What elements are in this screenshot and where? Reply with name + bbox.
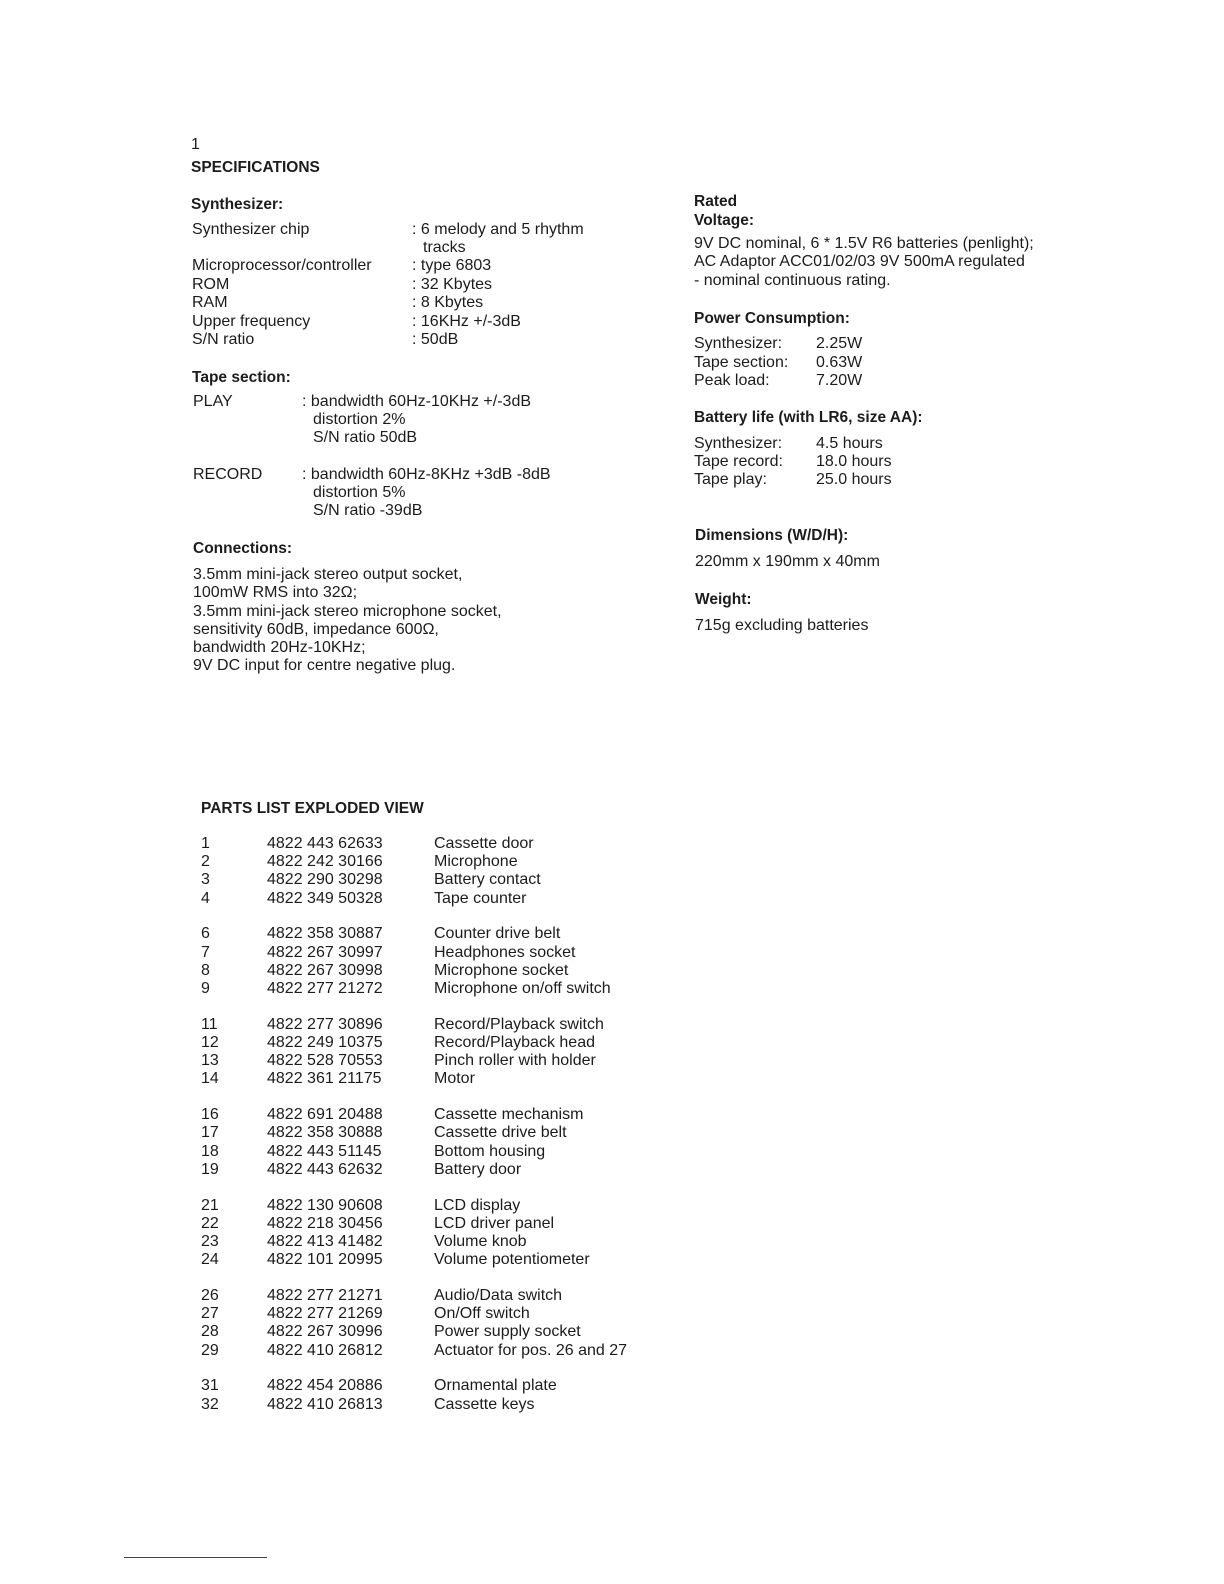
part-description: Actuator for pos. 26 and 27 — [434, 1341, 628, 1359]
part-description: Battery door — [434, 1160, 522, 1178]
spec-value: : 6 melody and 5 rhythm — [412, 221, 584, 238]
part-number: 18 — [201, 1142, 219, 1160]
part-code: 4822 413 41482 — [267, 1233, 383, 1250]
parts-list-row — [201, 1305, 661, 1323]
parts-list-row — [201, 980, 661, 998]
part-code: 4822 277 21272 — [267, 980, 383, 997]
synthesizer-heading: Synthesizer: — [191, 196, 284, 213]
spec-value: : 50dB — [412, 331, 459, 348]
part-code: 4822 691 20488 — [267, 1106, 383, 1124]
part-number: 16 — [201, 1106, 219, 1124]
parts-list-row — [201, 1016, 661, 1034]
connections-line: 3.5mm mini-jack stereo microphone socket, — [193, 602, 502, 620]
spec-label: RAM — [192, 294, 228, 311]
part-code: 4822 249 10375 — [267, 1034, 383, 1051]
parts-list-row — [201, 835, 661, 853]
power-label: Synthesizer: — [694, 335, 783, 352]
part-code: 4822 277 21269 — [267, 1305, 383, 1323]
part-code: 4822 443 62632 — [267, 1160, 383, 1178]
record-line: S/N ratio -39dB — [313, 502, 423, 519]
rated-voltage-heading-line2: Voltage: — [694, 212, 754, 229]
connections-text — [193, 566, 502, 676]
spec-value: : type 6803 — [412, 257, 492, 274]
connections-heading: Connections: — [193, 540, 293, 557]
part-number: 13 — [201, 1052, 219, 1070]
part-description: Microphone on/off switch — [434, 980, 611, 997]
dimensions-heading: Dimensions (W/D/H): — [695, 527, 849, 544]
power-value: 2.25W — [816, 335, 863, 352]
spec-value-cont: tracks — [423, 239, 466, 256]
part-description: Power supply socket — [434, 1323, 581, 1341]
parts-list-row — [201, 1287, 661, 1305]
play-line: : bandwidth 60Hz-10KHz +/-3dB — [302, 393, 532, 410]
rated-voltage-line: AC Adaptor ACC01/02/03 9V 500mA regulated — [694, 253, 1025, 271]
part-code: 4822 267 30997 — [267, 943, 383, 961]
spec-value: : 8 Kbytes — [412, 294, 484, 311]
footer-divider — [124, 1557, 267, 1558]
part-code: 4822 349 50328 — [267, 889, 383, 907]
part-description: Headphones socket — [434, 943, 576, 961]
parts-list-row — [201, 944, 661, 962]
part-number: 28 — [201, 1323, 219, 1341]
part-number: 12 — [201, 1034, 219, 1051]
record-line: distortion 5% — [313, 484, 406, 501]
part-description: LCD driver panel — [434, 1214, 555, 1232]
part-code: 4822 528 70553 — [267, 1052, 383, 1070]
synthesizer-specs — [192, 221, 612, 351]
part-code: 4822 277 21271 — [267, 1287, 383, 1304]
connections-line: 3.5mm mini-jack stereo output socket, — [193, 566, 463, 583]
battery-label: Tape record: — [694, 453, 783, 470]
part-code: 4822 242 30166 — [267, 853, 383, 871]
part-description: Cassette door — [434, 835, 534, 852]
battery-label: Tape play: — [694, 471, 767, 488]
parts-list-row — [201, 962, 661, 980]
part-number: 3 — [201, 871, 210, 889]
power-value: 0.63W — [816, 354, 863, 371]
parts-list-row — [201, 1052, 661, 1070]
part-code: 4822 358 30888 — [267, 1124, 383, 1142]
part-number: 24 — [201, 1251, 219, 1269]
parts-list-row — [201, 1342, 661, 1360]
power-consumption-heading: Power Consumption: — [694, 310, 850, 327]
rated-voltage-heading-line1: Rated — [694, 193, 738, 210]
part-description: Counter drive belt — [434, 925, 561, 943]
part-description: Record/Playback head — [434, 1034, 595, 1051]
weight-heading: Weight: — [695, 591, 752, 608]
parts-list — [201, 835, 661, 1425]
part-number: 1 — [201, 835, 210, 852]
parts-list-row — [201, 1197, 661, 1215]
rated-voltage-heading — [694, 192, 754, 230]
parts-list-row — [201, 853, 661, 871]
spec-label: Synthesizer chip — [192, 221, 310, 238]
part-number: 27 — [201, 1305, 219, 1323]
part-number: 9 — [201, 980, 210, 997]
tape-section-heading: Tape section: — [192, 369, 291, 386]
page-number: 1 — [191, 136, 200, 153]
part-number: 32 — [201, 1395, 219, 1413]
parts-list-row — [201, 1070, 661, 1088]
part-code: 4822 290 30298 — [267, 871, 383, 889]
power-label: Peak load: — [694, 372, 770, 389]
part-number: 23 — [201, 1233, 219, 1250]
part-description: Ornamental plate — [434, 1377, 557, 1395]
page-title: SPECIFICATIONS — [191, 159, 320, 176]
part-number: 14 — [201, 1070, 219, 1088]
spec-value: : 32 Kbytes — [412, 276, 493, 293]
part-description: Audio/Data switch — [434, 1287, 563, 1304]
part-code: 4822 267 30998 — [267, 961, 383, 979]
part-number: 31 — [201, 1377, 219, 1395]
connections-line: bandwidth 20Hz-10KHz; — [193, 639, 366, 657]
part-code: 4822 130 90608 — [267, 1196, 383, 1214]
parts-list-row — [201, 1161, 661, 1179]
part-description: Tape counter — [434, 889, 527, 907]
part-number: 21 — [201, 1196, 219, 1214]
part-description: Bottom housing — [434, 1142, 546, 1160]
parts-list-row — [201, 871, 661, 889]
battery-value: 18.0 hours — [816, 453, 892, 470]
part-number: 4 — [201, 889, 210, 907]
part-number: 11 — [201, 1015, 218, 1033]
tape-section-specs — [193, 393, 613, 523]
parts-list-row — [201, 1377, 661, 1395]
part-code: 4822 454 20886 — [267, 1377, 383, 1395]
spec-value: : 16KHz +/-3dB — [412, 313, 521, 330]
battery-life-heading: Battery life (with LR6, size AA): — [694, 409, 923, 426]
parts-list-row — [201, 1143, 661, 1161]
parts-list-row — [201, 890, 661, 908]
play-line: S/N ratio 50dB — [313, 429, 418, 446]
part-description: Volume potentiometer — [434, 1251, 590, 1269]
parts-list-row — [201, 1233, 661, 1251]
parts-list-row — [201, 1106, 661, 1124]
spec-label: S/N ratio — [192, 331, 255, 348]
battery-label: Synthesizer: — [694, 435, 783, 452]
part-code: 4822 410 26813 — [267, 1395, 383, 1413]
part-code: 4822 277 30896 — [267, 1015, 383, 1033]
battery-value: 25.0 hours — [816, 471, 892, 488]
battery-value: 4.5 hours — [816, 435, 883, 452]
part-code: 4822 443 62633 — [267, 835, 383, 852]
dimensions-value: 220mm x 190mm x 40mm — [695, 553, 880, 570]
parts-list-heading: PARTS LIST EXPLODED VIEW — [201, 800, 424, 817]
connections-line: 100mW RMS into 32Ω; — [193, 584, 358, 602]
power-value: 7.20W — [816, 372, 863, 389]
part-code: 4822 443 51145 — [267, 1142, 382, 1160]
part-code: 4822 358 30887 — [267, 925, 383, 943]
part-code: 4822 101 20995 — [267, 1251, 383, 1269]
rated-voltage-text — [694, 235, 1034, 290]
part-description: Microphone — [434, 853, 518, 871]
parts-list-row — [201, 1251, 661, 1269]
part-description: Cassette keys — [434, 1395, 535, 1413]
part-number: 6 — [201, 925, 210, 943]
parts-list-row — [201, 1323, 661, 1341]
battery-life-table — [694, 435, 954, 495]
parts-list-row — [201, 1124, 661, 1142]
rated-voltage-line: - nominal continuous rating. — [694, 271, 891, 289]
part-description: Volume knob — [434, 1233, 527, 1250]
part-description: Pinch roller with holder — [434, 1052, 596, 1070]
spec-label: ROM — [192, 276, 230, 293]
part-code: 4822 410 26812 — [267, 1341, 383, 1359]
record-label: RECORD — [193, 466, 263, 483]
part-number: 17 — [201, 1124, 219, 1142]
play-label: PLAY — [193, 393, 233, 410]
part-number: 8 — [201, 961, 210, 979]
part-description: Record/Playback switch — [434, 1015, 604, 1033]
part-code: 4822 267 30996 — [267, 1323, 383, 1341]
parts-list-row — [201, 925, 661, 943]
part-code: 4822 218 30456 — [267, 1214, 383, 1232]
part-code: 4822 361 21175 — [267, 1070, 382, 1088]
parts-list-row — [201, 1396, 661, 1414]
rated-voltage-line: 9V DC nominal, 6 * 1.5V R6 batteries (penlight); — [694, 235, 1034, 252]
part-description: Motor — [434, 1070, 475, 1088]
part-number: 2 — [201, 853, 210, 871]
part-description: LCD display — [434, 1196, 521, 1214]
part-description: Cassette mechanism — [434, 1106, 584, 1124]
part-number: 7 — [201, 943, 210, 961]
connections-line: 9V DC input for centre negative plug. — [193, 657, 456, 675]
part-description: Microphone socket — [434, 961, 569, 979]
part-number: 29 — [201, 1341, 219, 1359]
spec-label: Microprocessor/controller — [192, 257, 372, 274]
part-description: Battery contact — [434, 871, 541, 889]
parts-list-row — [201, 1034, 661, 1052]
power-label: Tape section: — [694, 354, 789, 371]
spec-label: Upper frequency — [192, 313, 311, 330]
power-consumption-table — [694, 335, 954, 395]
part-number: 26 — [201, 1287, 219, 1304]
part-number: 22 — [201, 1214, 219, 1232]
play-line: distortion 2% — [313, 411, 406, 428]
record-line: : bandwidth 60Hz-8KHz +3dB -8dB — [302, 466, 551, 483]
part-description: Cassette drive belt — [434, 1124, 567, 1142]
part-number: 19 — [201, 1160, 219, 1178]
weight-value: 715g excluding batteries — [695, 617, 869, 634]
part-description: On/Off switch — [434, 1305, 530, 1323]
connections-line: sensitivity 60dB, impedance 600Ω, — [193, 620, 439, 638]
parts-list-row — [201, 1215, 661, 1233]
